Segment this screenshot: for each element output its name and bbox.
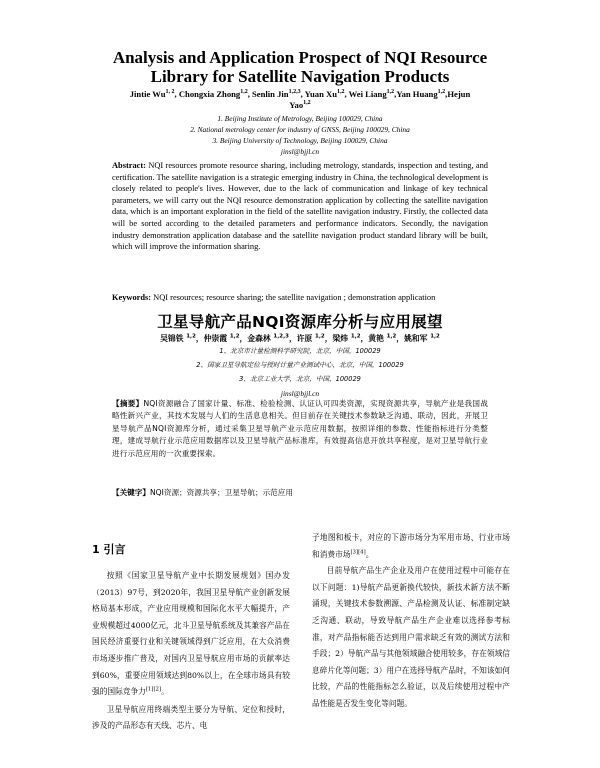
body-paragraph: 按照《国家卫星导航产业中长期发展规划》国办发（2013）97号，到2020年，我国卫星导航产业创新发展格局基本形成，产业应用规模和国际化水平大幅提升，产业规模超过4000亿元，北斗卫星导航系统及其兼容产品在国民经济重要行业和关键领域得到广泛应用，在大众消费市场逐步推广普及，对国内卫星导航应用市场的贡献率达到60%，重要应用领域达到80%以上，在全球市场具有较强的国际竞争力[1][2]。 [92, 571, 290, 697]
chinese-email: jinsl@bjjl.cn [280, 389, 320, 398]
chinese-author-name: 黄艳 [368, 334, 387, 343]
chinese-keywords-text: NQI资源；资源共享；卫星导航；示范应用 [149, 488, 293, 497]
author-sup: 1,2,3 [288, 89, 301, 96]
chinese-authors [100, 334, 500, 344]
chinese-keywords-label: 【关键字】 [112, 488, 150, 497]
english-title-line2: Library for Satellite Navigation Products [150, 67, 450, 86]
author-sup: 1,2 [240, 89, 248, 96]
chinese-abstract-label: 【摘要】 [112, 399, 144, 408]
chinese-author-sup: 1,2 [229, 333, 240, 340]
author-separator: ， [239, 334, 248, 343]
english-title-line1: Analysis and Application Prospect of NQI Resource [112, 48, 488, 67]
chinese-author-name: 梁炜 [332, 334, 351, 343]
body-column-left [92, 568, 290, 735]
chinese-abstract-text: NQI资源融合了国家计量、标准、检验检测、认证认可四类资源，实现资源共享，导航产业是我国战略性新兴产业，其技术发展与人们的生活息息相关。但目前存在关键技术参数缺乏沟通、联动，因此，开展卫星导航产品NQI资源库分析，通过采集卫星导航产业示范应用数据，按照详细的参数、性能指标进行分类整理，建成导航行业示范应用数据库以及卫星导航产品标准库，有效提高信息开放共享程度，是对卫星导航行业进行示范应用的一次重要探索。 [112, 399, 488, 458]
body-paragraph: 卫星导航应用终端类型主要分为导航、定位和授时，涉及的产品形态有天线、芯片、电 [92, 704, 290, 731]
english-authors [100, 89, 500, 111]
author-name: Yao [289, 100, 304, 110]
author-name: , Yuan Xu [300, 89, 337, 99]
author-sup: 1,2 [386, 89, 395, 96]
body-paragraph: 子地图和板卡，对应的下游市场分为军用市场、行业市场和消费市场[3][4]。 [312, 533, 510, 559]
author-name: , Senlin Jin [247, 89, 289, 99]
chinese-title: 卫星导航产品NQI资源库分析与应用展望 [157, 313, 443, 331]
chinese-author-sup: 1,2 [350, 333, 361, 340]
english-abstract-text: NQI resources promote resource sharing, including metrology, standards, inspection and testing, and certification. The satellite navigation is a strategic emerging industry in China, the technological development is closely related to people's lives. However, due to the lack of communication and linkage of key technical parameters, we will carry out the NQI resource demonstration application by collecting the satellite navigation data, which is an important exploration in the field of the satellite navigation industry. Firstly, the collected data will be sorted according to the detailed parameters and performance indicators. Secondly, the navigation industry demonstration application database and the satellite navigation product standard library will be built, which will improve the information sharing. [112, 161, 488, 252]
author-sup: 1, 2 [165, 89, 175, 96]
author-separator: ， [396, 334, 405, 343]
author-sup: 1,2 [303, 100, 311, 107]
author-name: , Wei Liang [344, 89, 387, 99]
author-separator: ， [288, 334, 297, 343]
english-keywords-text: NQI resources; resource sharing; the satellite navigation ; demonstration application [153, 293, 436, 302]
chinese-abstract [112, 398, 488, 460]
english-keywords-label: Keywords: [112, 293, 152, 302]
chinese-author-name: 许原 [296, 334, 316, 343]
author-name: ,Hejun [445, 89, 471, 99]
citation-ref: [3][4] [350, 549, 366, 556]
chinese-author-name: 仲崇霞 [203, 334, 230, 343]
chinese-author-sup: 1,2 [430, 333, 440, 340]
chinese-author-sup: 1,2 [386, 333, 397, 340]
citation-ref: [1][2] [145, 686, 162, 693]
author-sup: 1,2 [437, 89, 446, 96]
chinese-keywords [112, 487, 488, 498]
chinese-author-name: 金森林 [247, 334, 274, 343]
author-separator: ， [360, 334, 369, 343]
chinese-author-sup: 1,2,3 [273, 333, 289, 340]
english-abstract-label: Abstract: [112, 161, 146, 170]
body-paragraph: 目前导航产品生产企业及用户在使用过程中可能存在以下问题：1)导航产品更新换代较快，新技术新方法不断涌现，关键技术参数溯源、产品检测及认证、标准制定缺乏沟通、联动，导致导航产品生产企业难以选择参考标准，对产品指标能否达到用户需求缺乏有效的测试方法和手段；2）导航产品与其他领域融合使用较多，存在领域信息碎片化等问题；3）用户在选择导航产品时，不知该如何比较，产品的性能指标怎么验证，以及后续使用过程中产品性能是否发生变化等问题。 [312, 566, 510, 708]
section-heading-introduction: 1 引言 [92, 543, 126, 556]
english-affiliation-2: 2. National metrology center for industry of GNSS, Beijing 100029, China [190, 125, 410, 134]
english-keywords [112, 292, 512, 303]
english-affiliation-1: 1. Beijing Institute of Metrology, Beijing 100029, China [217, 114, 383, 123]
chinese-affiliation-2: 2、国家卫星导航定位与授时计量产业测试中心，北京，中国，100029 [196, 361, 404, 369]
chinese-author-name: 吴锦铁 [160, 334, 187, 343]
author-name: , Chongxia Zhong [174, 89, 241, 99]
chinese-affiliation-1: 1、北京市计量检测科学研究院，北京，中国，100029 [219, 347, 381, 355]
chinese-author-name: 姚和军 [404, 334, 431, 343]
author-name: Jintie Wu [129, 89, 166, 99]
chinese-affiliation-3: 3、北京工业大学，北京，中国，100029 [239, 375, 361, 383]
author-sup: 1,2 [337, 89, 345, 96]
english-email: jinsl@bjjl.cn [280, 147, 320, 156]
english-abstract [112, 160, 488, 253]
author-separator: ， [195, 334, 204, 343]
english-affiliation-3: 3. Beijing University of Technology, Beijing 100029, China [212, 136, 388, 145]
chinese-author-sup: 1,2 [315, 333, 325, 340]
body-column-right [312, 530, 510, 713]
author-name: ,Yan Huang [394, 89, 438, 99]
chinese-author-sup: 1,2 [186, 333, 196, 340]
english-title [60, 48, 540, 86]
author-separator: ， [324, 334, 333, 343]
